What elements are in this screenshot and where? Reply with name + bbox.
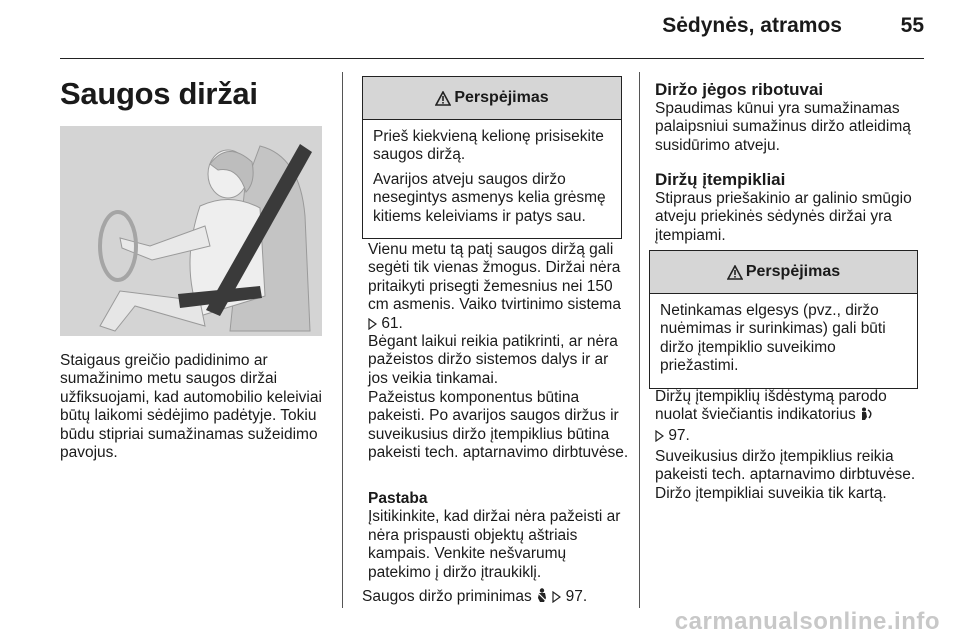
watermark: carmanualsonline.info (674, 608, 940, 635)
note-text: Įsitikinkite, kad diržai nėra pažeisti ar nėra prispausti objektų aštriais kampais. Venkite nešvarumų patekimo į diržo įtraukiklį. (368, 508, 621, 581)
note-block (368, 490, 628, 582)
col3-block-1 (655, 80, 925, 155)
section-heading-pretensioners: Diržų įtempikliai (655, 170, 786, 189)
warning-1-text-1: Prieš kiekvieną kelionę prisisekite saugos diržą. (373, 128, 604, 164)
seatbelt-reminder-icon (536, 588, 548, 608)
page-reference-link[interactable]: 97. (565, 588, 588, 605)
page-reference-icon (655, 429, 664, 447)
warning-box-2 (649, 250, 918, 389)
col2-paragraph-3: Pažeistus komponentus būtina pakeisti. Po avarijos saugos diržus ir suveikusius diržo įtempiklius būtina pakeisti tech. aptarnavimo dirbtuvėse. (368, 389, 629, 462)
warning-box-1 (362, 76, 622, 239)
col3-paragraph-3-text: Diržų įtempiklių išdėstymą parodo nuolat šviečiantis indikatorius (655, 388, 887, 424)
warning-header-2 (650, 251, 917, 294)
page-number: 55 (900, 14, 924, 37)
warning-1-text-2: Avarijos atveju saugos diržo nesegintys asmenys kelia grėsmę kitiems keleiviams ir patys sau. (373, 170, 606, 225)
seatbelt-illustration (60, 126, 322, 336)
col2-paragraph-1-text: Vienu metu tą patį saugos diržą gali segėti tik vienas žmogus. Diržai nėra pritaikyti prisegti žemesnius nei 150 cm asmenis. Vaiko tvirtinimo sistema (368, 241, 621, 314)
warning-title-1: Perspėjimas (454, 89, 549, 106)
col3-paragraph-3 (655, 388, 925, 447)
running-header-title: Sėdynės, atramos (662, 14, 842, 37)
warning-title-2: Perspėjimas (745, 263, 841, 280)
col3-paragraph-1: Spaudimas kūnui yra sumažinamas palaipsniui sumažinus diržo atleidimą susidūrimo atveju. (655, 100, 911, 154)
section-title: Saugos diržai (60, 76, 258, 111)
warning-2-text-1: Netinkamas elgesys (pvz., diržo nuėmimas ir surinkimas) gali būti diržo įtempiklio suveikimo priežastimi. (660, 302, 886, 375)
warning-header-1 (363, 77, 621, 120)
col1-paragraph: Staigaus greičio padidinimo ar sumažinimo metu saugos diržai užfiksuojami, kad automobilio keleiviai būtų laikomi sėdėjimo padėtyje. Tokiu būdu stipriai sumažinamas sužeidimo pavojus. (60, 352, 322, 462)
section-heading-force-limiters: Diržo jėgos ribotuvai (655, 80, 824, 99)
column-divider-2 (639, 72, 640, 608)
col2-paragraph-1 (368, 241, 630, 335)
seatbelt-reminder-line (362, 588, 624, 608)
page-reference-link[interactable]: 97. (668, 426, 690, 444)
seatbelt-reminder-text: Saugos diržo priminimas (362, 588, 532, 605)
airbag-indicator-icon (860, 407, 874, 426)
col3-paragraph-2: Stipraus priešakinio ar galinio smūgio atveju priekinės sėdynės diržai yra įtempiami. (655, 190, 912, 244)
col3-paragraph-4: Suveikusius diržo įtempiklius reikia pakeisti tech. aptarnavimo dirbtuvėse. Diržo įtempikliai suveikia tik kartą. (655, 448, 916, 502)
header-rule (60, 58, 924, 59)
warning-triangle-icon (727, 265, 743, 280)
note-title: Pastaba (368, 490, 428, 507)
page-reference-icon (552, 590, 561, 608)
col2-paragraph-2: Bėgant laikui reikia patikrinti, ar nėra pažeistos diržo sistemos dalys ir ar jos veikia tinkamai. (368, 333, 618, 387)
column-divider-1 (342, 72, 343, 608)
col3-block-2 (655, 170, 925, 245)
warning-triangle-icon (435, 91, 451, 106)
page-reference-link[interactable]: 61. (381, 314, 403, 332)
